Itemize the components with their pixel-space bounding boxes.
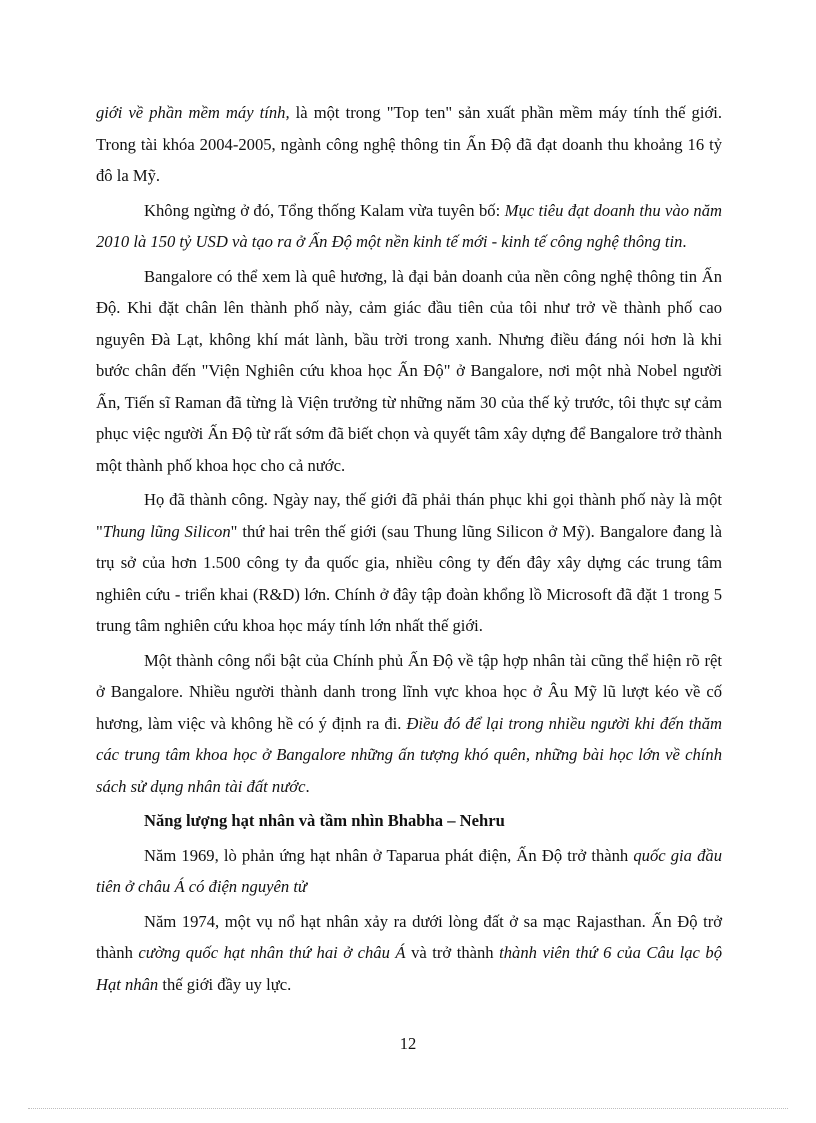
paragraph-3: Bangalore có thể xem là quê hương, là đại bản doanh của nền công nghệ thông tin Ấn Độ. Khi đặt chân lên thành phố này, cảm giác đầu tiên của tôi như trở về thành phố cao nguyên Đà Lạt, không khí mát lành, bầu trời trong xanh. Nhưng điều đáng nói hơn là khi bước chân đến "Viện Nghiên cứu khoa học Ấn Độ" ở Bangalore, nơi một nhà Nobel người Ấn, Tiến sĩ Raman đã từng là Viện trưởng từ những năm 30 của thế kỷ trước, tôi thực sự cảm phục việc người Ấn Độ từ rất sớm đã biết chọn và quyết tâm xây dựng để Bangalore trở thành một thành phố khoa học cho cả nước. bbox=[96, 266, 722, 475]
paragraph-2-text: Không ngừng ở đó, Tổng thống Kalam vừa tuyên bố: bbox=[144, 200, 505, 220]
paragraph-1-italic: giới về phần mềm máy tính, bbox=[96, 103, 290, 122]
paragraph-5-end: . bbox=[305, 776, 310, 796]
page-bottom-divider bbox=[28, 1108, 788, 1109]
document-page bbox=[96, 97, 722, 1003]
paragraph-2 bbox=[96, 195, 722, 258]
paragraph-7-text-2: và trở thành bbox=[405, 943, 500, 962]
paragraph-2-end: . bbox=[682, 232, 687, 251]
paragraph-7-italic-1: cường quốc hạt nhân thứ hai ở châu Á bbox=[138, 943, 406, 962]
paragraph-1-text: là một trong "Top ten" sản xuất phần mềm máy tính thế giới. Trong tài khóa 2004-2005, ngành công nghệ thông tin Ấn Độ đã đạt doanh thu khoảng 16 tỷ đô la Mỹ. bbox=[96, 103, 722, 185]
paragraph-7-text: Năm 1974, một vụ nổ hạt nhân xảy ra dưới lòng đất ở sa mạc Rajasthan. Ấn Độ trở thành bbox=[96, 911, 722, 962]
paragraph-7-italic-2: thành viên thứ 6 của Câu lạc bộ Hạt nhân bbox=[96, 943, 723, 994]
paragraph-4-text: Họ đã thành công. Ngày nay, thế giới đã phải thán phục khi gọi thành phố này là một " bbox=[96, 490, 722, 541]
paragraph-4-text-end: " thứ hai trên thế giới (sau Thung lũng Silicon ở Mỹ). Bangalore đang là trụ sở của hơn 1.500 công ty đa quốc gia, nhiều công ty đến đây xây dựng các trung tâm nghiên cứu - triển khai (R&D) lớn. Chính ở đây tập đoàn khổng lồ Microsoft đã đặt 1 trong 5 trung tâm nghiên cứu khoa học máy tính lớn nhất thế giới. bbox=[96, 521, 722, 635]
paragraph-7 bbox=[96, 906, 722, 1001]
paragraph-6 bbox=[96, 840, 722, 903]
paragraph-1 bbox=[96, 97, 722, 192]
paragraph-5-italic: Điều đó để lại trong nhiều người khi đến thăm các trung tâm khoa học ở Bangalore những ấn tượng khó quên, những bài học lớn về chính sách sử dụng nhân tài đất nước bbox=[96, 713, 722, 796]
paragraph-6-text: Năm 1969, lò phản ứng hạt nhân ở Taparua phát điện, Ấn Độ trở thành bbox=[144, 845, 634, 865]
paragraph-4 bbox=[96, 484, 722, 642]
paragraph-7-end: thế giới đầy uy lực. bbox=[158, 974, 292, 994]
paragraph-continued bbox=[96, 97, 722, 192]
paragraph-2-italic: Mục tiêu đạt doanh thu vào năm 2010 là 150 tỷ USD và tạo ra ở Ấn Độ một nền kinh tế mới - kinh tế công nghệ thông tin bbox=[96, 200, 723, 251]
section-heading: Năng lượng hạt nhân và tầm nhìn Bhabha – Nehru bbox=[144, 811, 505, 830]
paragraph-6-italic: quốc gia đầu tiên ở châu Á có điện nguyên tử bbox=[96, 845, 723, 896]
paragraph-4-italic: Thung lũng Silicon bbox=[102, 521, 231, 541]
paragraph-5-text: Một thành công nổi bật của Chính phủ Ấn Độ về tập hợp nhân tài cũng thể hiện rõ rệt ở Bangalore. Nhiều người thành danh trong lĩnh vực khoa học ở Âu Mỹ lũ lượt kéo về cố hương, làm việc và không hề có ý định ra đi. bbox=[96, 650, 722, 733]
paragraph-5 bbox=[96, 645, 722, 803]
page-number: 12 bbox=[399, 1034, 417, 1053]
